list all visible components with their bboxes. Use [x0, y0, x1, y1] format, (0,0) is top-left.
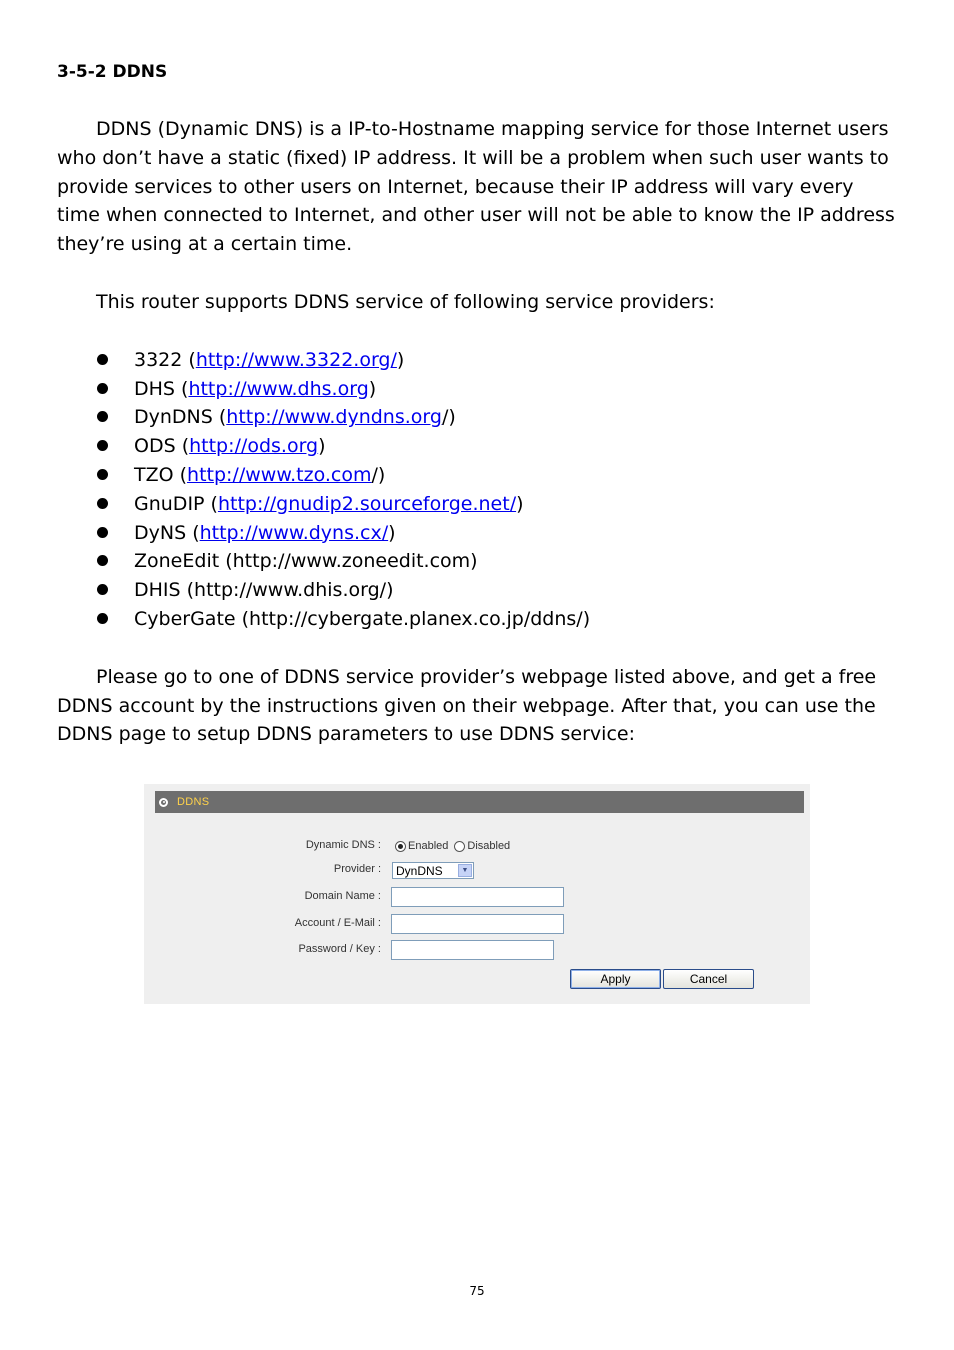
provider-link[interactable]: http://www.dyns.cx/ — [199, 521, 389, 544]
bullet-icon — [97, 383, 108, 394]
document-body — [57, 58, 897, 778]
provider-name: GnuDIP — [134, 492, 205, 515]
bullet-icon — [97, 469, 108, 480]
provider-close-paren: ) — [582, 607, 591, 630]
provider-close-paren: ) — [388, 521, 396, 544]
provider-open-paren: ( — [182, 348, 196, 371]
enabled-radio-label: Enabled — [408, 840, 449, 852]
provider-url: http://www.zoneedit.com — [232, 550, 471, 573]
provider-name: DyNS — [134, 521, 187, 544]
domain-name-label: Domain Name : — [304, 890, 381, 902]
provider-open-paren: ( — [204, 492, 218, 515]
list-item — [57, 547, 897, 576]
provider-name: 3322 — [134, 348, 183, 371]
bullet-icon — [97, 498, 108, 509]
provider-open-paren: ( — [175, 435, 190, 458]
bullet-icon — [97, 613, 108, 624]
provider-link[interactable]: http://gnudip2.sourceforge.net/ — [217, 492, 517, 515]
support-paragraph: This router supports DDNS service of following service providers: — [96, 290, 715, 313]
provider-close-paren: ) — [516, 492, 524, 515]
provider-name: ODS — [134, 435, 176, 458]
account-label: Account / E-Mail : — [294, 917, 381, 929]
provider-name: TZO — [134, 463, 174, 486]
provider-list — [57, 346, 897, 634]
bullet-icon — [97, 555, 108, 566]
provider-link[interactable]: http://www.tzo.com — [187, 463, 372, 486]
ddns-panel-title: DDNS — [177, 796, 210, 808]
provider-close-paren: ) — [396, 348, 405, 371]
list-item — [57, 461, 897, 490]
list-item — [57, 605, 897, 634]
chevron-down-icon[interactable]: ▼ — [458, 864, 472, 877]
provider-link[interactable]: http://ods.org — [189, 435, 319, 458]
provider-name: DHS — [134, 377, 175, 400]
provider-open-paren: ( — [180, 579, 195, 602]
bullet-icon — [97, 354, 108, 365]
dynamic-dns-radio-group — [395, 840, 516, 852]
provider-close-paren: ) — [368, 377, 377, 400]
provider-close-paren: /) — [441, 406, 456, 429]
domain-name-input[interactable] — [391, 887, 564, 907]
bullet-icon — [97, 440, 108, 451]
provider-select-value: DynDNS — [396, 863, 443, 878]
provider-select[interactable] — [392, 862, 474, 879]
provider-url: http://cybergate.planex.co.jp/ddns/ — [249, 607, 583, 630]
account-input[interactable] — [391, 914, 564, 934]
bullet-icon — [97, 527, 108, 538]
provider-name: DynDNS — [134, 406, 213, 429]
list-item — [57, 375, 897, 404]
list-item — [57, 346, 897, 375]
provider-name: CyberGate — [134, 607, 236, 630]
cancel-button[interactable]: Cancel — [663, 969, 754, 989]
provider-label: Provider : — [333, 863, 381, 875]
provider-close-paren: ) — [386, 579, 394, 602]
page-number: 75 — [469, 1284, 485, 1298]
provider-open-paren: ( — [173, 463, 188, 486]
provider-open-paren: ( — [174, 377, 189, 400]
provider-link[interactable]: http://www.dhs.org — [188, 377, 369, 400]
provider-close-paren: ) — [470, 550, 478, 573]
list-item — [57, 403, 897, 432]
password-label: Password / Key : — [298, 943, 381, 955]
provider-open-paren: ( — [212, 406, 227, 429]
ddns-settings-screenshot — [144, 784, 810, 1004]
section-title: 3-5-2 DDNS — [57, 62, 168, 82]
provider-url: http://www.dhis.org/ — [194, 579, 387, 602]
list-item — [57, 576, 897, 605]
provider-open-paren: ( — [219, 550, 233, 573]
list-item — [57, 490, 897, 519]
instructions-paragraph: Please go to one of DDNS service provider’s webpage listed above, and get a free DDNS account by the instructions given on their webpage. After that, you can use the DDNS page to setup DDNS parameters to use DDNS service: — [57, 665, 877, 746]
provider-close-paren: /) — [371, 463, 386, 486]
provider-close-paren: ) — [318, 435, 326, 458]
disabled-radio[interactable] — [454, 841, 465, 852]
disabled-radio-label: Disabled — [467, 840, 511, 852]
bullet-icon — [97, 584, 108, 595]
enabled-radio[interactable] — [395, 841, 406, 852]
intro-paragraph: DDNS (Dynamic DNS) is a IP-to-Hostname mapping service for those Internet users who don’t have a static (fixed) IP address. It will be a problem when such user wants to provide services to other users on Internet, because their IP address will vary every time when connected to Internet, and other user will not be able to know the IP address they’re using at a certain time. — [57, 118, 895, 256]
list-item — [57, 432, 897, 461]
list-item — [57, 519, 897, 548]
password-input[interactable] — [391, 940, 554, 960]
radio-bullet-icon — [159, 798, 168, 807]
provider-name: ZoneEdit — [134, 550, 220, 573]
provider-open-paren: ( — [235, 607, 250, 630]
bullet-icon — [97, 411, 108, 422]
ddns-panel-header — [155, 791, 804, 813]
dynamic-dns-label: Dynamic DNS : — [305, 839, 381, 851]
provider-open-paren: ( — [186, 521, 200, 544]
provider-name: DHIS — [134, 579, 181, 602]
provider-link[interactable]: http://www.3322.org/ — [195, 348, 397, 371]
apply-button[interactable]: Apply — [570, 969, 661, 989]
provider-link[interactable]: http://www.dyndns.org — [226, 406, 442, 429]
